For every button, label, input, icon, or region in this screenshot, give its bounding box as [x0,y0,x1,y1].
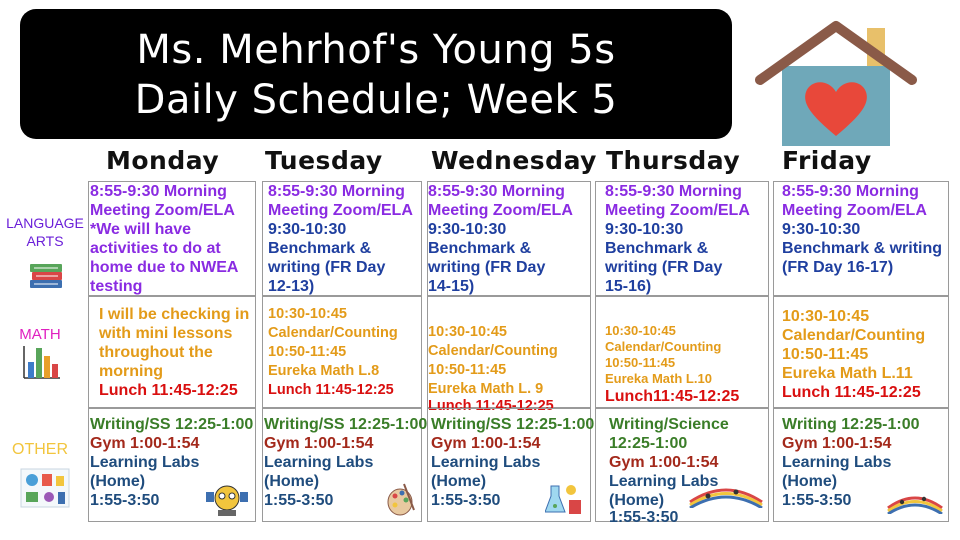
tuesday-math-line: 10:30-10:45 [268,306,347,322]
wednesday-la-line: Meeting Zoom/ELA [428,202,573,219]
wednesday-math-line: 10:30-10:45 [428,324,507,340]
wednesday-math-line: Calendar/Counting [428,343,558,359]
rainbow-music-notes-icon [886,490,944,514]
monday-other-line: Learning Labs [90,454,200,471]
house-with-heart-icon [752,18,918,148]
thursday-lunch: Lunch11:45-12:25 [605,388,740,405]
monday-la-line: testing [90,278,143,295]
row-label-other: OTHER [12,441,68,458]
day-tuesday: Tuesday [265,146,383,175]
thursday-math-line: Calendar/Counting [605,339,722,354]
tuesday-other-line: 1:55-3:50 [264,492,334,509]
tuesday-other-line: (Home) [264,473,320,490]
tuesday-la-line: Meeting Zoom/ELA [268,202,413,219]
thursday-other-line: Learning Labs [609,473,719,490]
tuesday-lunch: Lunch 11:45-12:25 [268,382,394,398]
title-banner [20,9,732,139]
thursday-math-line: Eureka Math L.10 [605,371,712,386]
tuesday-la-line: 9:30-10:30 [268,221,347,238]
monday-other-line: (Home) [90,473,146,490]
friday-la-line: (FR Day 16-17) [782,259,894,276]
wednesday-lunch: Lunch 11:45-12:25 [428,398,554,414]
title-line-2: Daily Schedule; Week 5 [134,77,618,123]
cell-wednesday-language-arts [427,181,591,296]
wednesday-la-line: 14-15) [428,278,475,295]
thursday-la-line: 9:30-10:30 [605,221,684,238]
wednesday-la-line: 8:55-9:30 Morning [428,183,565,200]
monday-math-line: morning [99,363,163,380]
science-supplies-icon [545,482,583,518]
thursday-la-line: 15-16) [605,278,652,295]
cell-tuesday-math [262,296,422,408]
tuesday-math-line: 10:50-11:45 [268,344,347,360]
thursday-la-line: Meeting Zoom/ELA [605,202,750,219]
cell-friday-math [773,296,949,408]
friday-other-line: Writing 12:25-1:00 [782,416,920,433]
friday-la-line: Benchmark & writing [782,240,943,257]
friday-math-line: Calendar/Counting [782,327,926,344]
monday-other-line: Gym 1:00-1:54 [90,435,200,452]
paint-palette-icon [386,482,416,518]
tuesday-la-line: 12-13) [268,278,315,295]
wednesday-other-line: 1:55-3:50 [431,492,501,509]
friday-other-line: Gym 1:00-1:54 [782,435,892,452]
tuesday-other-line: Learning Labs [264,454,374,471]
cell-wednesday-math [427,296,591,414]
wednesday-la-line: 9:30-10:30 [428,221,507,238]
thursday-other-line: 12:25-1:00 [609,435,688,452]
title-line-1: Ms. Mehrhof's Young 5s [136,27,616,73]
monday-math-line: with mini lessons [99,325,233,342]
friday-math-line: 10:30-10:45 [782,308,870,325]
friday-la-line: 8:55-9:30 Morning [782,183,919,200]
row-label-language-arts: LANGUAGE ARTS [6,215,84,249]
day-thursday: Thursday [606,146,741,175]
tuesday-la-line: writing (FR Day [268,259,386,276]
monday-la-line: *We will have [90,221,192,238]
thursday-other-line: Gym 1:00-1:54 [609,454,719,471]
cell-monday-language-arts [88,181,256,296]
thursday-la-line: writing (FR Day [605,259,723,276]
monday-la-line: 8:55-9:30 Morning [90,183,227,200]
robot-character-icon [204,482,250,518]
monday-la-line: activities to do at [90,240,221,257]
thursday-other-line: Writing/Science [609,416,729,433]
tuesday-other-line: Gym 1:00-1:54 [264,435,374,452]
school-supplies-icon [20,468,70,508]
wednesday-math-line: 10:50-11:45 [428,362,507,378]
friday-la-line: 9:30-10:30 [782,221,861,238]
thursday-other-line: 1:55-3:50 [609,509,679,526]
tuesday-other-line: Writing/SS 12:25-1:00 [264,416,428,433]
friday-other-line: 1:55-3:50 [782,492,852,509]
monday-la-line: Meeting Zoom/ELA [90,202,235,219]
cell-friday-language-arts [773,181,949,296]
rainbow-music-notes-icon [688,482,764,508]
friday-other-line: Learning Labs [782,454,892,471]
thursday-math-line: 10:50-11:45 [605,355,676,370]
bar-chart-icon [22,344,62,380]
thursday-la-line: Benchmark & [605,240,709,257]
wednesday-other-line: Writing/SS 12:25-1:00 [431,416,595,433]
monday-math-line: I will be checking in [99,306,250,323]
monday-lunch: Lunch 11:45-12:25 [99,382,238,399]
thursday-la-line: 8:55-9:30 Morning [605,183,742,200]
friday-la-line: Meeting Zoom/ELA [782,202,927,219]
friday-other-line: (Home) [782,473,838,490]
monday-other-line: Writing/SS 12:25-1:00 [90,416,254,433]
friday-math-line: 10:50-11:45 [782,346,869,363]
wednesday-other-line: Gym 1:00-1:54 [431,435,541,452]
wednesday-other-line: (Home) [431,473,487,490]
friday-lunch: Lunch 11:45-12:25 [782,384,921,401]
day-monday: Monday [106,146,220,175]
thursday-math-line: 10:30-10:45 [605,323,676,338]
monday-la-line: home due to NWEA [90,259,239,276]
tuesday-math-line: Calendar/Counting [268,325,398,341]
thursday-other-line: (Home) [609,492,665,509]
tuesday-la-line: 8:55-9:30 Morning [268,183,405,200]
wednesday-la-line: Benchmark & [428,240,532,257]
day-wednesday: Wednesday [431,146,597,175]
row-label-math: MATH [19,326,61,343]
friday-math-line: Eureka Math L.11 [782,365,913,382]
day-friday: Friday [782,146,872,175]
wednesday-la-line: writing (FR Day [428,259,546,276]
wednesday-other-line: Learning Labs [431,454,541,471]
cell-monday-math [88,296,256,408]
cell-thursday-math [595,296,769,408]
wednesday-math-line: Eureka Math L. 9 [428,381,544,397]
cell-thursday-language-arts [595,181,769,296]
cell-tuesday-language-arts [262,181,422,296]
monday-other-line: 1:55-3:50 [90,492,160,509]
books-icon [28,262,66,290]
monday-math-line: throughout the [99,344,213,361]
tuesday-math-line: Eureka Math L.8 [268,363,380,379]
tuesday-la-line: Benchmark & [268,240,372,257]
